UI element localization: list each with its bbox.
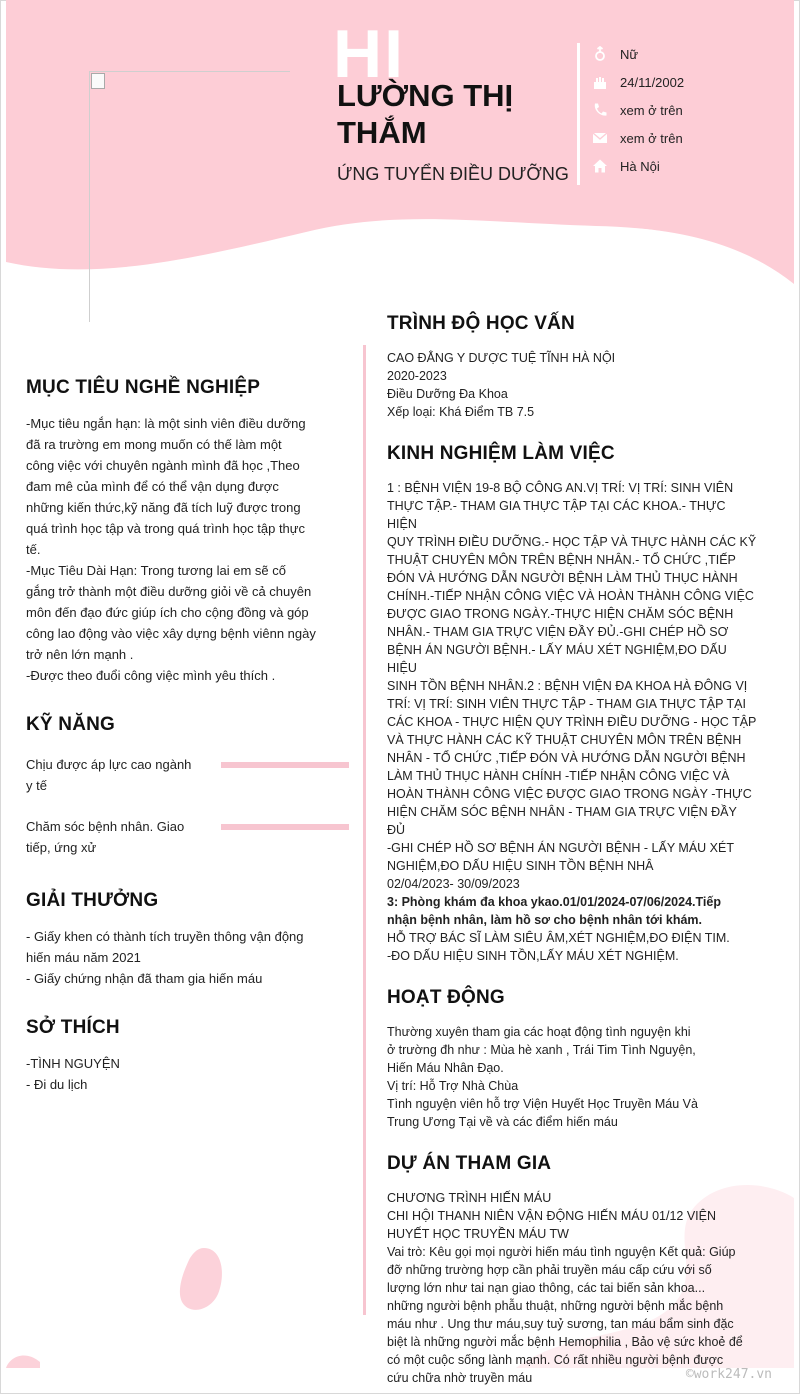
phone-icon (592, 102, 608, 118)
activities-title: HOẠT ĐỘNG (387, 987, 505, 1008)
hobbies-title: SỞ THÍCH (26, 1017, 120, 1038)
awards-title: GIẢI THƯỞNG (26, 890, 159, 911)
experience-text: 1 : BỆNH VIỆN 19-8 BỘ CÔNG AN.VỊ TRÍ: VỊ TRÍ: SINH VIÊN THỰC TẬP.- THAM GIA THỰC TẬP TẠI CÁC KHOA.- THỰC HIỆN QUY TRÌNH ĐIỀU DƯỠNG.- HỌC TẬP VÀ THỰC HÀNH CÁC KỸ THUẬT CHUYÊN MÔN TRÊN BỆNH NHÂN.- TỔ CHỨC ,TIẾP ĐÓN VÀ HƯỚNG DẪN NGƯỜI BỆNH LÀM THỦ THỤC HÀNH CHÍNH.-TIẾP NHẬN CÔNG VIỆC VÀ HOÀN THÀNH CÔNG VIỆC ĐƯỢC GIAO TRONG NGÀY.-THỰC HIỆN CHĂM SÓC BỆNH NHÂN.- THAM GIA TRỰC VIỆN ĐẦY ĐỦ.-GHI CHÉP HỒ SƠ BỆNH ÁN NGƯỜI BỆNH.- LẤY MÁU XÉT NGHIỆM,ĐO DẤU HIỆU SINH TỒN BỆNH NHÂN.2 : BỆNH VIỆN ĐA KHOA HÀ ĐÔNG VỊ TRÍ: VỊ TRÍ: SINH VIÊN THỰC TẬP - THAM GIA THỰC TẬP TẠI CÁC KHOA - THỰC HIỆN QUY TRÌNH ĐIỀU DƯỠNG - HỌC TẬP VÀ THỰC HÀNH CÁC KỸ THUẬT CHUYÊN MÔN TRÊN BỆNH NHÂN - TỔ CHỨC ,TIẾP ĐÓN VÀ HƯỚNG DẪN NGƯỜI BỆNH LÀM THỦ THỤC HÀNH CHÍNH -TIẾP NHẬN CÔNG VIỆC VÀ HOÀN THÀNH CÔNG VIỆC ĐƯỢC GIAO TRONG NGÀY -THỰC HIỆN CHĂM SÓC BỆNH NHÂN - THAM GIA TRỰC VIỆN ĐẦY ĐỦ -GHI CHÉP HỒ SƠ BỆNH ÁN NGƯỜI BỆNH - LẤY MÁU XÉT NGHIỆM,ĐO DẤU HIỆU SINH TỒN BỆNH NHÂ 02/04/2023- 30/09/2023 (387, 481, 757, 891)
column-divider (363, 345, 366, 1315)
skill-bar (221, 824, 349, 830)
skills-section (26, 714, 316, 878)
projects-title: DỰ ÁN THAM GIA (387, 1153, 552, 1174)
birthday-cake-icon (592, 74, 608, 90)
skill-item (26, 754, 316, 816)
broken-image-icon (91, 73, 105, 89)
contact-gender (592, 40, 792, 68)
experience-bold-text: 3: Phòng khám đa khoa ykao.01/01/2024-07/06/2024.Tiếp nhận bệnh nhân, làm hồ sơ cho bệnh nhân tới khám. (387, 895, 721, 927)
decorative-blob (6, 1352, 40, 1368)
contact-birthday (592, 68, 792, 96)
profile-photo (89, 71, 290, 322)
footer-brand: ©work247.vn (685, 1367, 772, 1382)
career-goal-title: MỤC TIÊU NGHỀ NGHIỆP (26, 377, 261, 398)
contact-birthday-value: 24/11/2002 (620, 74, 685, 90)
right-column (387, 313, 757, 1387)
skill-label: Chịu được áp lực cao ngành y tế (26, 757, 192, 793)
education-title: TRÌNH ĐỘ HỌC VẤN (387, 313, 575, 334)
projects-section (387, 1153, 757, 1387)
decorative-blob (178, 1246, 226, 1314)
skill-label: Chăm sóc bệnh nhân. Giao tiếp, ứng xử (26, 819, 185, 855)
gender-icon (592, 46, 608, 62)
hobbies-text: -TÌNH NGUYỆN - Đi du lịch (26, 1056, 120, 1092)
hi-watermark: HI (333, 16, 405, 92)
applied-position: ỨNG TUYỂN ĐIỀU DƯỠNG (337, 164, 569, 184)
contact-email (592, 124, 792, 152)
experience-section (387, 443, 757, 965)
contact-phone-value: xem ở trên (620, 102, 683, 118)
experience-title: KINH NGHIỆM LÀM VIỆC (387, 443, 615, 464)
awards-section (26, 890, 316, 989)
skill-item (26, 816, 316, 878)
candidate-name: LƯỜNG THỊ THẮM (337, 78, 514, 150)
left-column (26, 377, 316, 1095)
awards-text: - Giấy khen có thành tích truyền thông vận động hiến máu năm 2021 - Giấy chứng nhận đã tham gia hiến máu (26, 929, 304, 986)
skill-bar (221, 762, 349, 768)
mail-icon (592, 130, 608, 146)
education-text: CAO ĐẲNG Y DƯỢC TUỆ TĨNH HÀ NỘI 2020-2023 Điều Dưỡng Đa Khoa Xếp loại: Khá Điểm TB 7.5 (387, 351, 616, 419)
contact-address (592, 152, 792, 180)
hobbies-section (26, 1017, 316, 1095)
contact-email-value: xem ở trên (620, 130, 683, 146)
contact-gender-value: Nữ (620, 46, 639, 62)
career-goal-section (26, 377, 316, 686)
career-goal-text: -Mục tiêu ngắn hạn: là một sinh viên điều dưỡng đã ra trường em mong muốn có thế làm một công việc với chuyên ngành mình đã học ,Theo đam mê của mình để có thể vận dụng được những kiến thức,kỹ năng đã tích luỹ được trong quá trình học tập và trong quá trình học tập thực tế. -Mục Tiêu Dài Hạn: Trong tương lai em sẽ cố gắng trở thành một điều dưỡng giỏi về cả chuyên môn đến đạo đức giúp ích cho cộng đồng và góp công lao động vào việc xây dựng bệnh viênn ngày trở nên lớn mạnh . -Được theo đuổi công việc mình yêu thích . (26, 416, 316, 683)
contact-info (592, 40, 792, 180)
skills-title: KỸ NĂNG (26, 714, 116, 735)
contact-phone (592, 96, 792, 124)
contact-address-value: Hà Nội (620, 158, 660, 174)
home-icon (592, 158, 608, 174)
projects-text: CHƯƠNG TRÌNH HIẾN MÁU CHI HỘI THANH NIÊN VẬN ĐỘNG HIẾN MÁU 01/12 VIỆN HUYẾT HỌC TRUYỀN MÁU TW Vai trò: Kêu gọi mọi người hiến máu tình nguyện Kết quả: Giúp đỡ những trường hợp cần phải truyền máu cấp cứu với số lượng lớn như tai nạn giao thông, các tai biến sản khoa... những người bệnh phẫu thuật, những người bệnh mắc bệnh máu như . Ung thư máu,suy tuỷ sương, tan máu bẩm sinh đặc biệt là những người mắc bệnh Hemophilia , Bảo vệ sức khoẻ để có một cuộc sống lành mạnh. Có rất nhiều người bệnh được cứu chữa nhờ truyền máu (387, 1191, 743, 1385)
experience-tail-text: HỖ TRỢ BÁC SĨ LÀM SIÊU ÂM,XÉT NGHIỆM,ĐO ĐIỆN TIM. -ĐO DẤU HIỆU SINH TỒN,LẤY MÁU XÉT NGHIỆM. (387, 931, 730, 963)
activities-text: Thường xuyên tham gia các hoạt động tình nguyện khi ở trường đh như : Mùa hè xanh , Trái Tim Tình Nguyện, Hiến Máu Nhân Đạo. Vị trí: Hỗ Trợ Nhà Chùa Tình nguyện viên hỗ trợ Viện Huyết Học Truyền Máu Và Trung Ương Tại về và các điểm hiến máu (387, 1025, 698, 1129)
education-section (387, 313, 757, 421)
activities-section (387, 987, 757, 1131)
header-divider (577, 43, 580, 185)
